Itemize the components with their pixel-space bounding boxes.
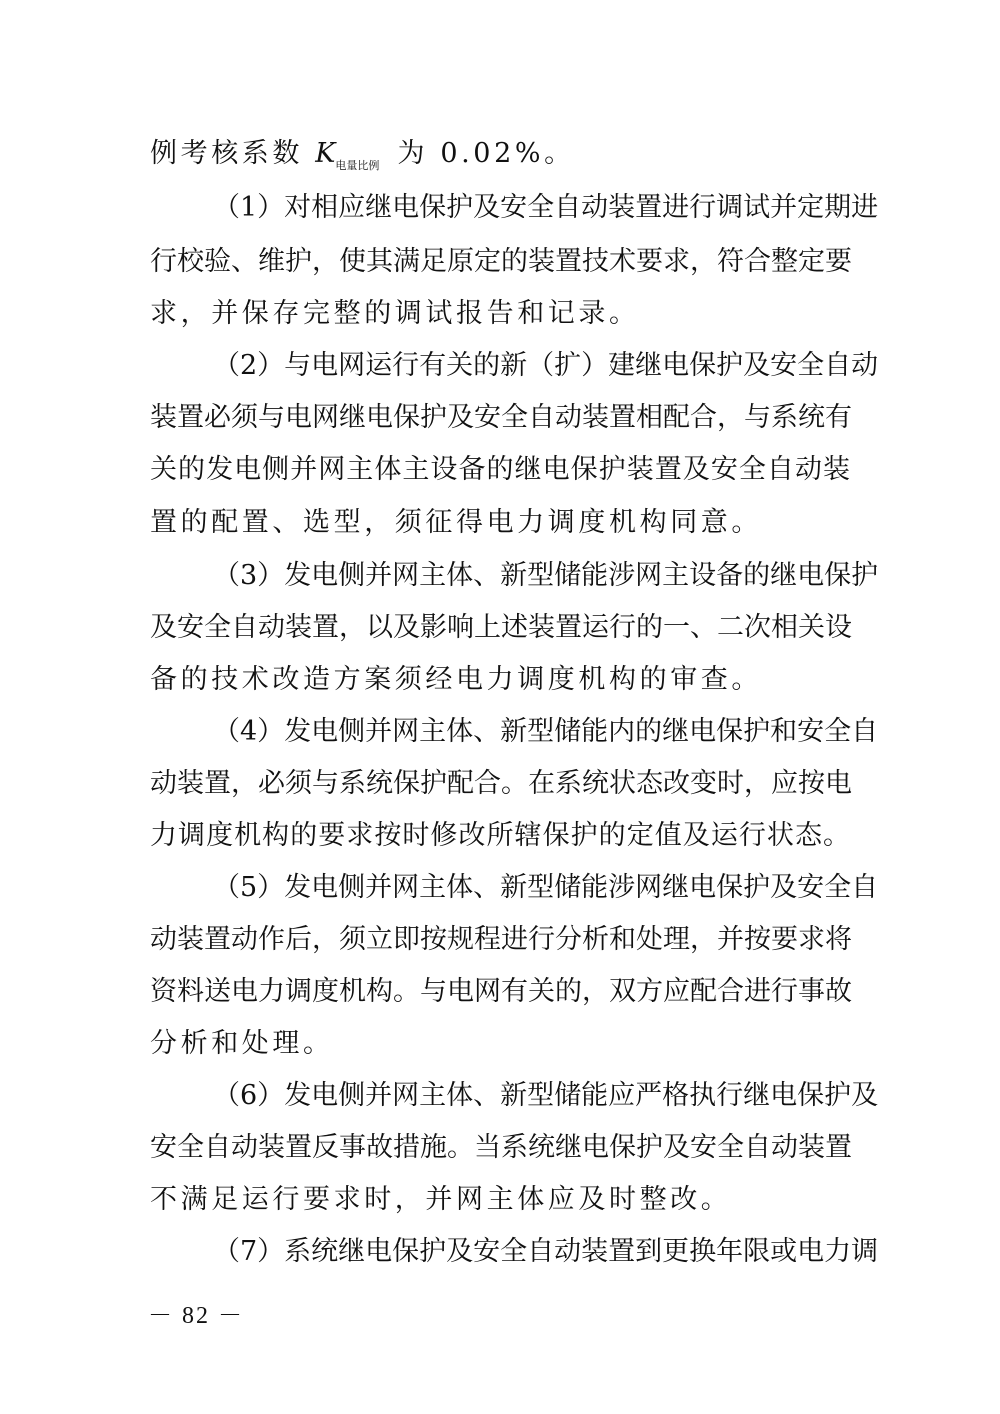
text-suffix: 为 0.02%。 [397,138,575,169]
text-line: 装置必须与电网继电保护及安全自动装置相配合，与系统有 [150,402,852,433]
text-line: （6）发电侧并网主体、新型储能应严格执行继电保护及 [213,1080,879,1111]
text-line: （1）对相应继电保护及安全自动装置进行调试并定期进 [213,192,879,223]
text-line: 关的发电侧并网主体主设备的继电保护装置及安全自动装 [150,454,850,485]
text-line: 不满足运行要求时，并网主体应及时整改。 [150,1184,732,1215]
text-line: （5）发电侧并网主体、新型储能涉网继电保护及安全自 [213,872,879,903]
text-line-1 [150,136,850,184]
text-line: 行校验、维护，使其满足原定的装置技术要求，符合整定要 [150,246,852,277]
text-line: 备的技术改造方案须经电力调度机构的审查。 [150,664,762,695]
text-line: 分析和处理。 [150,1028,334,1059]
text-line: 及安全自动装置，以及影响上述装置运行的一、二次相关设 [150,612,852,643]
k-symbol: K [315,138,336,169]
text-line: （7）系统继电保护及安全自动装置到更换年限或电力调 [213,1236,879,1267]
text-prefix: 例考核系数 [150,138,303,169]
text-line: （4）发电侧并网主体、新型储能内的继电保护和安全自 [213,716,879,747]
text-line: 资料送电力调度机构。与电网有关的，双方应配合进行事故 [150,976,852,1007]
text-line: 力调度机构的要求按时修改所辖保护的定值及运行状态。 [150,820,850,851]
text-line: 置的配置、选型，须征得电力调度机构同意。 [150,507,762,538]
page-number: － 82 － [148,1303,244,1329]
text-line: （3）发电侧并网主体、新型储能涉网主设备的继电保护 [213,560,879,591]
text-line: （2）与电网运行有关的新（扩）建继电保护及安全自动 [213,350,879,381]
k-subscript: 电量比例 [335,159,380,172]
text-line: 安全自动装置反事故措施。当系统继电保护及安全自动装置 [150,1132,852,1163]
text-line: 求，并保存完整的调试报告和记录。 [150,298,640,329]
text-line: 动装置动作后，须立即按规程进行分析和处理，并按要求将 [150,924,852,955]
text-line: 动装置，必须与系统保护配合。在系统状态改变时，应按电 [150,768,852,799]
